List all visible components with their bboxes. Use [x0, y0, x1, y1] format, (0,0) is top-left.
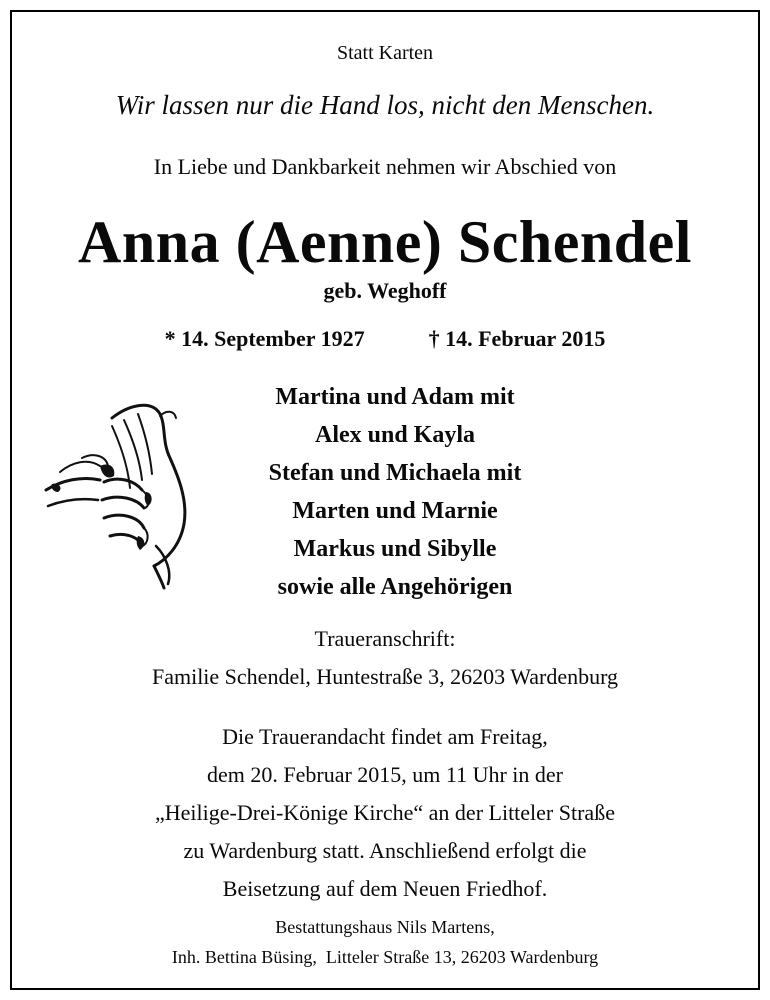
family-line: Markus und Sibylle: [293, 536, 497, 562]
deceased-name: Anna (Aenne) Schendel: [78, 209, 692, 275]
funeral-home: [0, 912, 770, 972]
service-line: zu Wardenburg statt. Anschließend erfolgt die: [183, 838, 587, 863]
maiden-name: geb. Weghoff: [323, 278, 447, 303]
service-line: dem 20. Februar 2015, um 11 Uhr in der: [206, 762, 563, 787]
mourning-address: Familie Schendel, Huntestraße 3, 26203 Wardenburg: [151, 664, 619, 689]
funeral-home-line: Inh. Bettina Büsing, Litteler Straße 13, 26203 Wardenburg: [171, 947, 599, 967]
family-line: Alex und Kayla: [314, 422, 476, 448]
family-line: Stefan und Michaela mit: [268, 460, 522, 486]
service-line: Beisetzung auf dem Neuen Friedhof.: [222, 876, 548, 901]
address-label: Traueranschrift:: [314, 626, 456, 651]
funeral-home-line: Bestattungshaus Nils Martens,: [275, 917, 495, 937]
family-line: sowie alle Angehörigen: [277, 574, 513, 600]
family-line: Martina und Adam mit: [275, 384, 515, 410]
family-line: Marten und Marnie: [292, 498, 498, 524]
statt-karten-label: Statt Karten: [336, 42, 434, 64]
service-line: „Heilige-Drei-Könige Kirche“ an der Litteler Straße: [155, 800, 615, 825]
intro-text: In Liebe und Dankbarkeit nehmen wir Abschied von: [153, 154, 617, 179]
birth-date: * 14. September 1927: [164, 326, 365, 351]
service-line: Die Trauerandacht findet am Freitag,: [222, 724, 548, 749]
family-list: [150, 378, 640, 606]
quote: Wir lassen nur die Hand los, nicht den Menschen.: [115, 90, 655, 120]
service-details: [0, 718, 770, 908]
life-dates: [0, 326, 770, 352]
death-date: † 14. Februar 2015: [428, 326, 606, 351]
